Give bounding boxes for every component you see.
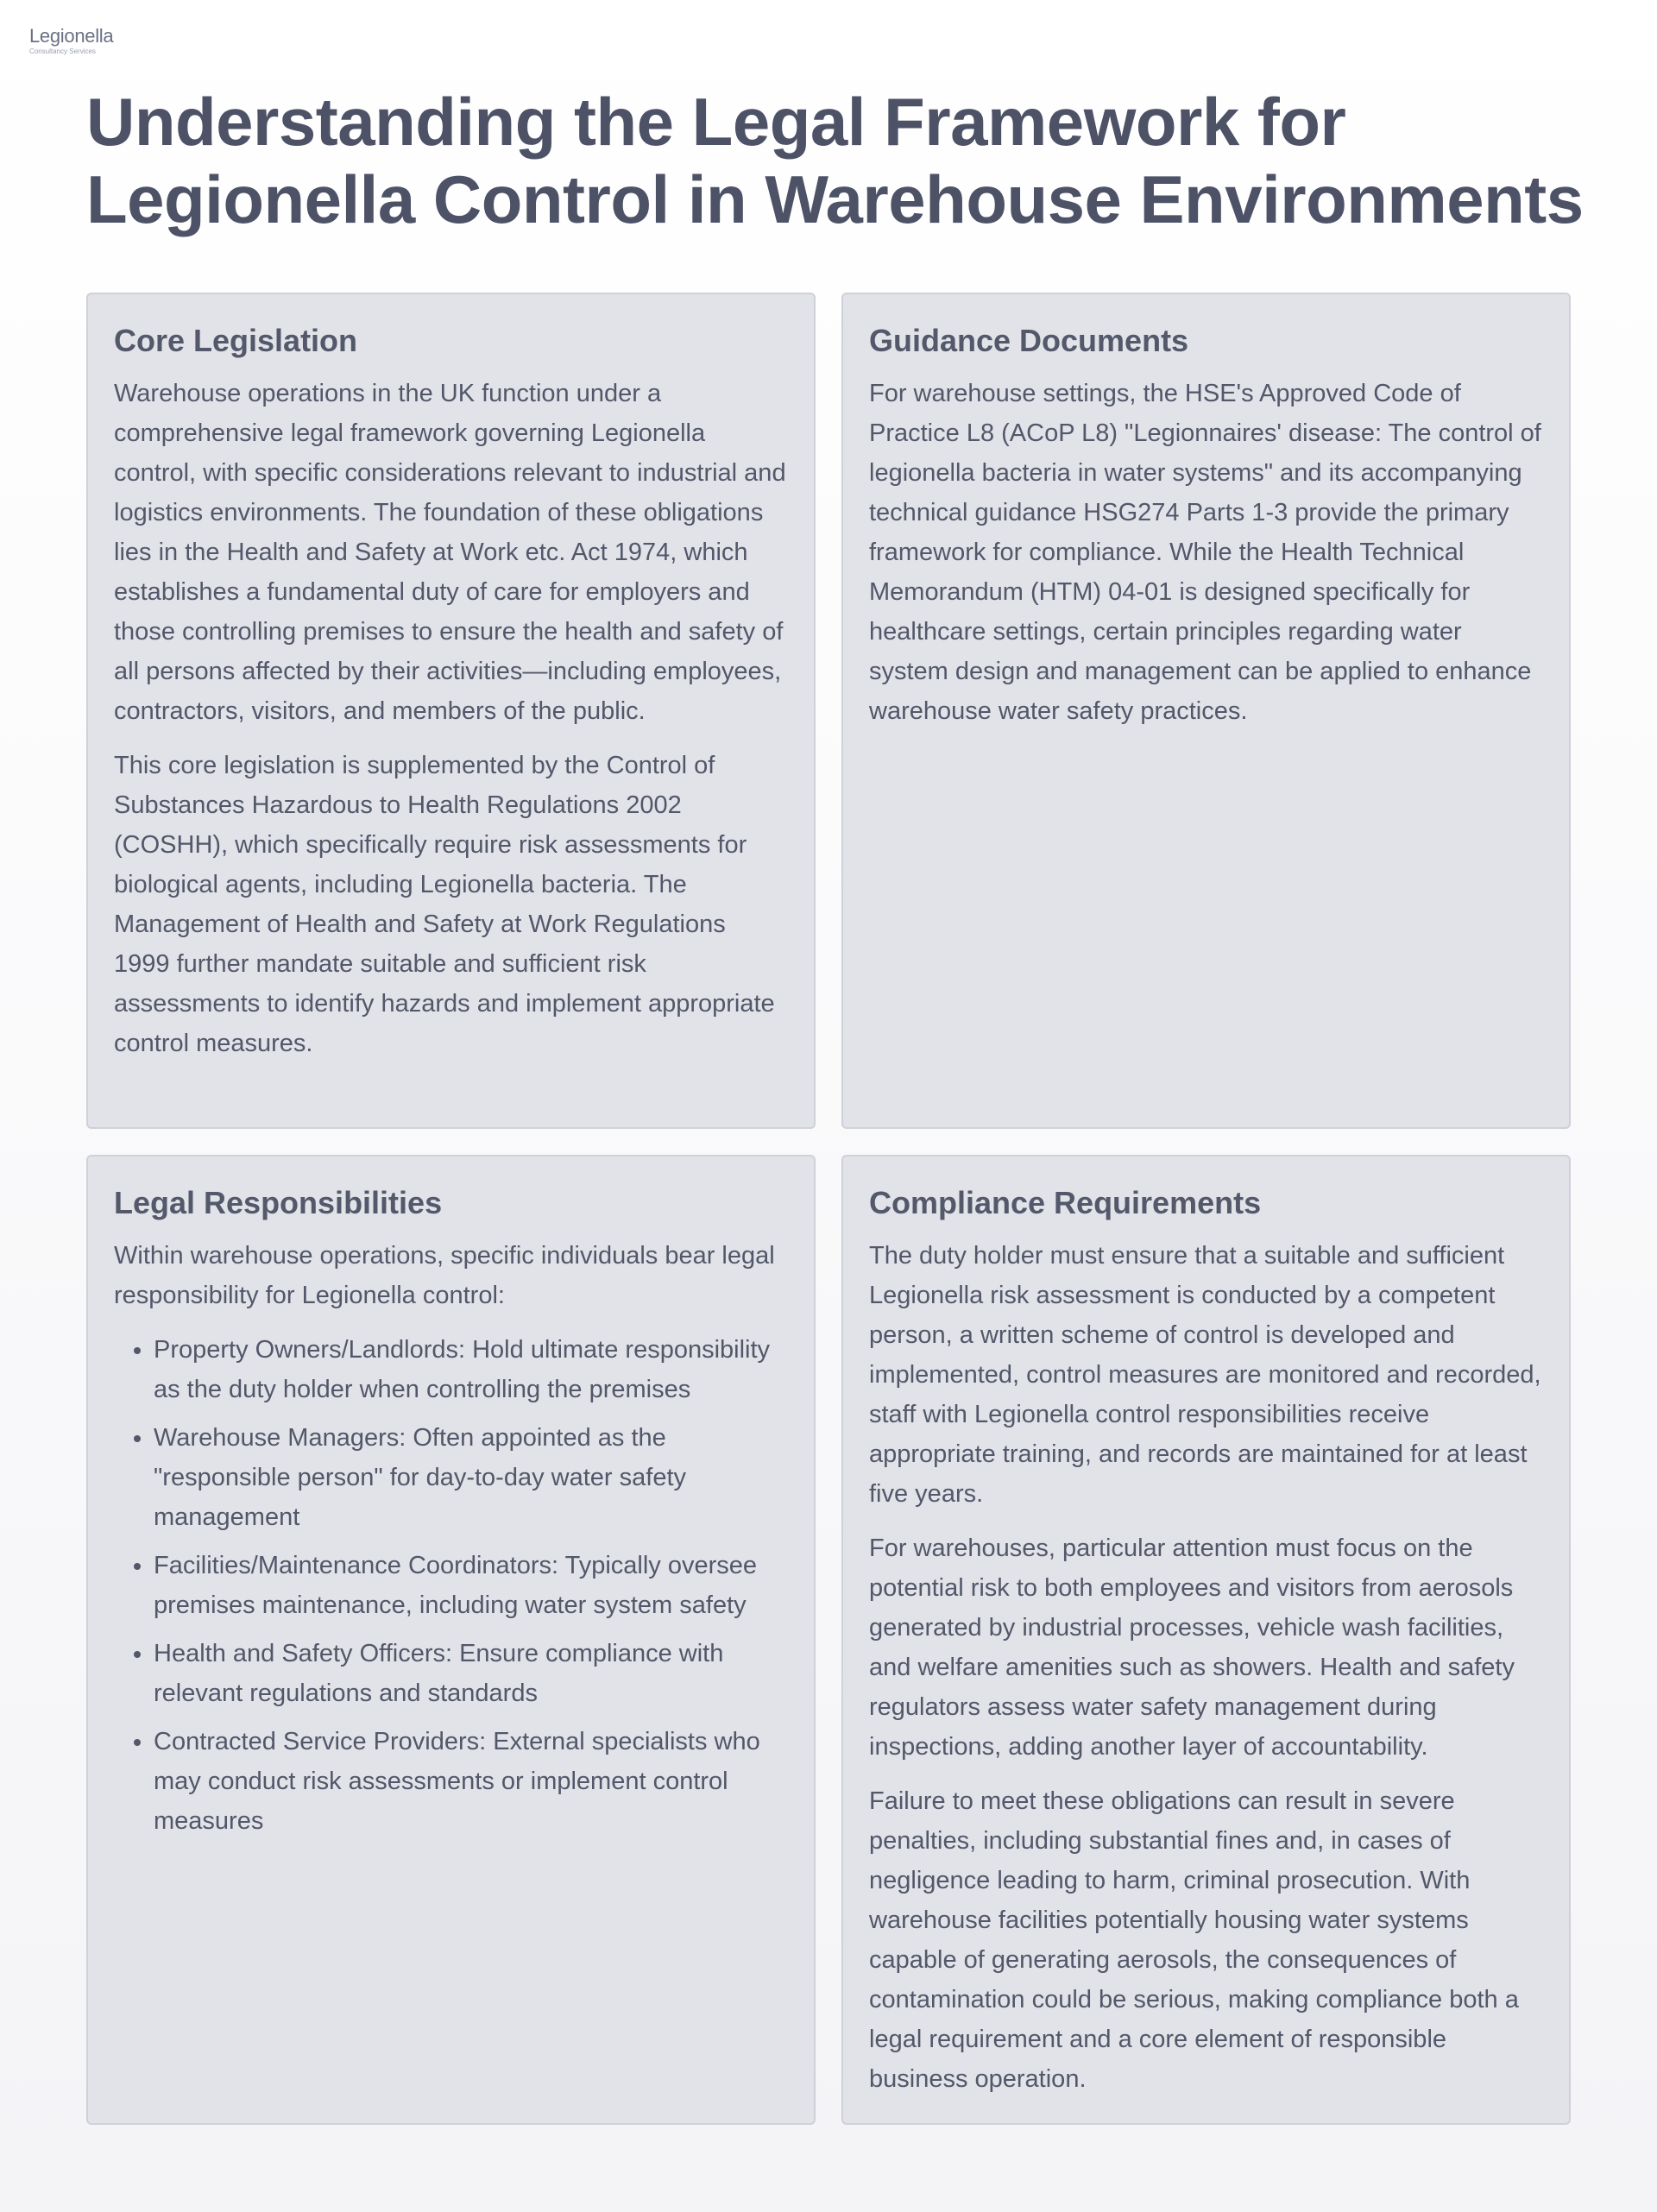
legal-responsibilities-intro: Within warehouse operations, specific individuals bear legal responsibility for Legionella control:	[114, 1242, 775, 1309]
logo-tagline: Consultancy Services	[29, 47, 96, 55]
guidance-documents-card	[841, 293, 1571, 1129]
legal-responsibilities-heading: Legal Responsibilities	[114, 1185, 443, 1220]
list-item: • Health and Safety Officers: Ensure compliance with relevant regulations and standards	[154, 1634, 788, 1713]
list-item: • Property Owners/Landlords: Hold ultimate responsibility as the duty holder when controlling the premises	[154, 1330, 788, 1409]
list-item: • Warehouse Managers: Often appointed as the "responsible person" for day-to-day water safety management	[154, 1418, 788, 1537]
company-logo	[29, 26, 124, 56]
page-title: Understanding the Legal Framework for Legionella Control in Warehouse Environments	[86, 84, 1584, 237]
compliance-requirements-paragraph: The duty holder must ensure that a suitable and sufficient Legionella risk assessment is conducted by a competent person, a written scheme of control is developed and implemented, control measures are monitored and recorded, staff with Legionella control responsibilities receive appropriate training, and records are maintained for at least five years.	[869, 1242, 1541, 1508]
guidance-documents-heading: Guidance Documents	[869, 323, 1189, 358]
list-item: • Contracted Service Providers: External specialists who may conduct risk assessments or implement control measures	[154, 1722, 788, 1841]
compliance-requirements-heading: Compliance Requirements	[869, 1185, 1262, 1220]
list-item: • Facilities/Maintenance Coordinators: Typically oversee premises maintenance, including water system safety	[154, 1546, 788, 1625]
logo-wordmark: Legionella	[29, 25, 114, 47]
core-legislation-paragraph: This core legislation is supplemented by the Control of Substances Hazardous to Health Regulations 2002 (COSHH), which specifically require risk assessments for biological agents, including Legionella bacteria. The Management of Health and Safety at Work Regulations 1999 further mandate suitable and sufficient risk assessments to identify hazards and implement appropriate control measures.	[114, 752, 775, 1057]
legal-responsibilities-card	[86, 1155, 816, 2125]
core-legislation-card	[86, 293, 816, 1129]
core-legislation-paragraph: Warehouse operations in the UK function under a comprehensive legal framework governing Legionella control, with specific considerations relevant to industrial and logistics environments. The foundation of these obligations lies in the Health and Safety at Work etc. Act 1974, which establishes a fundamental duty of care for employers and those controlling premises to ensure the health and safety of all persons affected by their activities—including employees, contractors, visitors, and members of the public.	[114, 380, 786, 725]
compliance-requirements-card	[841, 1155, 1571, 2125]
content-grid	[86, 293, 1571, 2125]
compliance-requirements-paragraph: Failure to meet these obligations can result in severe penalties, including substantial fines and, in cases of negligence leading to harm, criminal prosecution. With warehouse facilities potentially housing water systems capable of generating aerosols, the consequences of contamination could be serious, making compliance both a legal requirement and a core element of responsible business operation.	[869, 1787, 1519, 2093]
core-legislation-heading: Core Legislation	[114, 323, 358, 358]
compliance-requirements-paragraph: For warehouses, particular attention must focus on the potential risk to both employees and visitors from aerosols generated by industrial processes, vehicle wash facilities, and welfare amenities such as showers. Health and safety regulators assess water safety management during inspections, adding another layer of accountability.	[869, 1535, 1515, 1761]
responsibilities-list	[114, 1330, 788, 1841]
guidance-documents-paragraph: For warehouse settings, the HSE's Approved Code of Practice L8 (ACoP L8) "Legionnaires' disease: The control of legionella bacteria in water systems" and its accompanying technical guidance HSG274 Parts 1-3 provide the primary framework for compliance. While the Health Technical Memorandum (HTM) 04-01 is designed specifically for healthcare settings, certain principles regarding water system design and management can be applied to enhance warehouse water safety practices.	[869, 380, 1541, 725]
